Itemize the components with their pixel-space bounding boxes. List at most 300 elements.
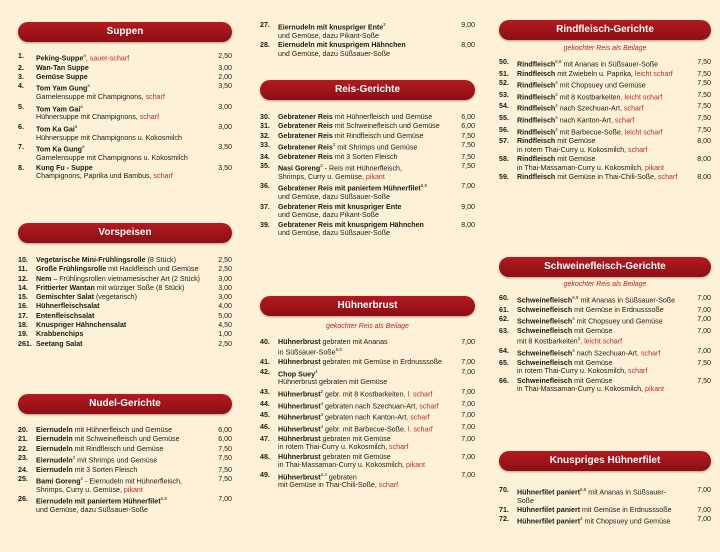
item-description: mit Gemüse <box>555 137 596 146</box>
item-description-text: und Gemüse, dazu Süßsauer-Soße <box>278 228 390 237</box>
item-description-text: in rotem Thai-Curry u. Kokosmilch, <box>517 145 629 154</box>
item-number: 71. <box>499 506 509 515</box>
item-name: Rindfleisch <box>517 81 556 90</box>
section-subtitle-rindfleisch: gekochter Reis als Beilage <box>563 45 647 52</box>
item-description: mit Schweinefleisch und Gemüse <box>72 435 180 444</box>
menu-item <box>499 58 711 69</box>
item-spice-note: scharf <box>153 172 173 181</box>
menu-column-middle <box>248 0 484 552</box>
item-number: 15. <box>18 293 28 302</box>
item-number: 36. <box>260 182 270 191</box>
item-price: 7,00 <box>461 434 475 443</box>
item-description-line2 <box>278 378 445 386</box>
item-price: 2,50 <box>218 339 232 348</box>
item-description-line2 <box>517 367 681 375</box>
menu-item <box>18 293 232 301</box>
item-description-line2 <box>278 193 445 201</box>
item-price: 6,00 <box>461 122 475 131</box>
item-number: 7. <box>18 143 24 152</box>
item-name: Hühnerfleischsalat <box>36 302 100 311</box>
menu-item <box>18 435 232 443</box>
item-number: 48. <box>260 452 270 461</box>
item-number: 1. <box>18 52 24 60</box>
item-number: 5. <box>18 102 24 111</box>
item-number: 30. <box>260 113 270 121</box>
item-price: 7,50 <box>697 358 711 367</box>
item-number: 53. <box>499 90 509 99</box>
item-price: 7,50 <box>697 78 711 87</box>
item-description: mit Zwiebeln u. Paprika, <box>555 69 635 78</box>
item-number: 34. <box>260 152 270 161</box>
item-description: nach Szechuan-Art <box>574 349 638 358</box>
item-price: 2,50 <box>218 256 232 264</box>
item-price: 7,50 <box>697 102 711 111</box>
item-footnote: 6,8 <box>580 487 587 492</box>
item-description-line2 <box>36 486 202 494</box>
menu-item <box>18 52 232 63</box>
item-description-line2 <box>278 173 445 181</box>
item-name: Eiernudeln <box>36 444 73 453</box>
item-number: 11. <box>18 265 28 274</box>
item-footnote: 4 <box>572 347 575 353</box>
item-number: 72. <box>499 515 509 524</box>
menu-item <box>18 466 232 474</box>
item-footnote: 6,8 <box>572 295 579 300</box>
item-spice-note: scharf <box>139 113 160 122</box>
item-description-line2 <box>278 229 445 237</box>
item-price: 4,50 <box>218 321 232 330</box>
item-description: mit Rindfleisch und Gemüse <box>72 444 164 453</box>
item-number: 66. <box>499 376 509 385</box>
item-footnote: 2 <box>577 336 581 342</box>
item-footnote: 4 <box>315 368 318 374</box>
menu-item <box>260 113 475 121</box>
item-list-suppen <box>18 52 232 182</box>
item-name: Hühnerbrust <box>278 338 321 346</box>
item-number: 25. <box>18 474 28 483</box>
item-description: mit Hühnerfleisch und Gemüse <box>72 426 173 434</box>
item-description-line2 <box>517 146 681 154</box>
item-number: 41. <box>260 358 270 367</box>
item-description: mit Chopsuey und Gemüse <box>574 317 663 326</box>
item-price: 3,00 <box>218 122 232 131</box>
item-price: 7,50 <box>218 474 232 483</box>
item-spice-note: pikant <box>645 385 664 394</box>
menu-item <box>499 315 711 326</box>
item-description: gebraten nach Kanton-Art <box>323 413 407 422</box>
item-price: 3,50 <box>218 82 232 91</box>
item-name: Rindfleisch <box>517 173 556 182</box>
item-price: 7,50 <box>461 131 475 140</box>
menu-item <box>499 114 711 125</box>
menu-item <box>499 91 711 102</box>
menu-item <box>260 358 475 366</box>
item-price: 7,00 <box>461 399 475 408</box>
item-name: Krabbenchips <box>36 330 84 339</box>
menu-item <box>18 143 232 162</box>
item-spice-note: , scharf <box>637 349 661 358</box>
item-name: Rindfleisch <box>517 155 556 164</box>
item-number: 62. <box>499 314 509 323</box>
menu-item <box>260 141 475 152</box>
item-spice-note: pikant <box>645 163 664 172</box>
item-footnote: 4 <box>555 126 558 132</box>
item-list-knusprig <box>499 486 711 527</box>
item-footnote: 2 <box>320 389 324 395</box>
item-number: 10. <box>18 256 28 264</box>
item-price: 7,00 <box>461 182 475 191</box>
item-price: 3,00 <box>218 283 232 292</box>
item-number: 57. <box>499 137 509 146</box>
item-name: Eiernudeln <box>36 456 73 465</box>
item-name: Eiernudeln mit knuspriger Ente <box>278 23 384 32</box>
item-price: 7,00 <box>461 470 475 479</box>
item-footnote: 2 <box>320 162 323 168</box>
item-number: 3. <box>18 72 24 81</box>
item-name: Hühnerbrust <box>278 390 321 399</box>
menu-item <box>260 182 475 201</box>
item-footnote: 6,8 <box>555 59 562 64</box>
item-description: mit Gemüse <box>572 376 613 385</box>
item-name: Hühnerbrust <box>278 425 321 434</box>
menu-item <box>18 454 232 465</box>
item-name: Rindfleisch <box>517 69 556 78</box>
item-name: Eiernudeln <box>36 465 73 474</box>
item-description: - Reis mit Hühnerfleisch, <box>322 164 402 173</box>
item-description-line2 <box>517 164 681 172</box>
menu-item <box>18 330 232 338</box>
item-description: mit Shrimps und Gemüse <box>335 143 418 152</box>
item-description: gebraten <box>326 473 357 481</box>
menu-item <box>499 347 711 358</box>
item-number: 46. <box>260 422 270 431</box>
item-description-line2 <box>36 113 202 121</box>
item-price: 3,00 <box>218 63 232 72</box>
item-footnote: 4 <box>320 412 324 418</box>
menu-item <box>499 327 711 346</box>
item-number: 49. <box>260 470 270 479</box>
item-description-line2 <box>278 32 445 40</box>
item-spice-note: pikant <box>123 485 143 494</box>
item-name: Hühnerbrust <box>278 452 321 461</box>
item-name: Große Frühlingsrolle <box>36 265 107 274</box>
item-number: 19. <box>18 330 28 339</box>
section-banner-knusprig: Knuspriges Hühnerfilet <box>499 451 711 471</box>
item-number: 42. <box>260 367 270 376</box>
menu-item <box>18 426 232 434</box>
item-description: mit Gemüse in Erdnusssoße <box>572 305 664 314</box>
item-name: Schweinefleisch <box>517 326 573 335</box>
menu-item <box>260 132 475 140</box>
item-description: mit Hühnerfleisch und Gemüse <box>332 113 433 121</box>
item-price: 7,00 <box>697 346 711 355</box>
item-description-text: Shrimps, Curry u. Gemüse, <box>278 172 366 181</box>
item-number: 50. <box>499 58 509 66</box>
item-number: 35. <box>260 161 270 170</box>
item-name: Rindfleisch <box>517 116 556 125</box>
item-price: 7,00 <box>461 388 475 397</box>
item-price: 3,00 <box>218 293 232 302</box>
item-price: 7,50 <box>218 453 232 462</box>
item-description: mit würziger Soße (8 Stück) <box>94 283 185 292</box>
item-footnote: a <box>87 83 90 89</box>
menu-item <box>260 411 475 422</box>
menu-item <box>18 82 232 101</box>
item-footnote: a <box>74 123 78 129</box>
item-name: Bami Goreng <box>36 477 81 486</box>
item-description: - Eiernudeln mit Hühnerfleisch, <box>83 477 183 486</box>
item-price: 3,50 <box>218 143 232 152</box>
menu-item <box>499 486 711 505</box>
menu-item <box>18 73 232 81</box>
item-name: Gebratener Reis mit knuspriger Ente <box>278 202 402 211</box>
menu-item <box>260 453 475 470</box>
item-price: 7,50 <box>697 113 711 122</box>
menu-item <box>18 475 232 494</box>
item-description-text: Shrimps, Curry u. Gemüse, <box>36 485 124 494</box>
item-footnote: a <box>80 103 83 109</box>
item-footnote: a <box>83 53 86 58</box>
item-name: Eiernudeln <box>36 426 73 434</box>
item-description: mit Shrimps und Gemüse <box>75 456 158 465</box>
menu-column-left <box>0 0 245 552</box>
item-description-text: Hühnersuppe mit Champignons u. Kokosmilch <box>36 133 182 142</box>
menu-item <box>260 423 475 434</box>
item-description: mit Chopsuey und Gemüse <box>582 517 671 526</box>
item-number: 23. <box>18 453 28 462</box>
menu-item <box>18 312 232 320</box>
item-name: Rindfleisch <box>517 92 556 101</box>
item-price: 7,00 <box>697 326 711 335</box>
item-description-text: mit Gemüse in Thai-Chili-Soße, <box>278 481 379 490</box>
item-description: gebraten mit Gemüse <box>320 434 391 443</box>
item-price: 7,00 <box>697 294 711 302</box>
item-name: Hühnerbrust <box>278 473 321 481</box>
item-footnote: 6,8 <box>160 496 167 502</box>
item-number: 61. <box>499 305 509 314</box>
item-name: Tom Ka Gung <box>36 145 82 154</box>
item-description: gebr. mit Barbecue-Soße <box>323 425 404 434</box>
item-number: 12. <box>18 274 28 283</box>
item-description: mit Gemüse in Erdnusssoße <box>580 506 672 515</box>
item-description-text: und Gemüse, dazu Süßsauer-Soße <box>36 505 148 514</box>
item-spice-note: , scharf <box>620 104 644 113</box>
item-price: 8,00 <box>697 137 711 146</box>
item-number: 60. <box>499 294 509 302</box>
section-subtitle-schwein: gekochter Reis als Beilage <box>563 281 647 288</box>
item-price: 7,50 <box>697 69 711 78</box>
item-spice-note: scharf <box>145 93 165 102</box>
item-name: Schweinefleisch <box>517 349 573 358</box>
item-number: 45. <box>260 411 270 420</box>
item-name: Chop Suey <box>278 370 316 379</box>
item-name: Knuspriger Hähnchensalat <box>36 321 127 330</box>
menu-item <box>18 445 232 453</box>
item-number: 21. <box>18 435 28 444</box>
item-number: 33. <box>260 140 270 149</box>
item-description: gebraten mit Gemüse in Erdnusssoße <box>320 358 443 367</box>
item-description-text: in Thai-Massaman-Curry u. Kokosmilch, <box>517 385 645 394</box>
item-name: Gebratener Reis <box>278 131 333 140</box>
item-list-rindfleisch <box>499 58 711 183</box>
item-name: Nasi Goreng <box>278 164 321 173</box>
item-number: 31. <box>260 122 270 131</box>
menu-item <box>499 70 711 78</box>
item-description: mit Barbecue-Soße <box>557 127 621 136</box>
menu-item <box>260 388 475 399</box>
menu-item <box>260 41 475 58</box>
item-price: 7,00 <box>697 515 711 524</box>
item-name: Tom Yam Gung <box>36 84 88 93</box>
item-price: 7,00 <box>697 314 711 323</box>
item-description-line2 <box>36 134 202 142</box>
menu-item <box>18 495 232 514</box>
item-description-line2 <box>517 385 681 393</box>
item-description: , <box>85 54 88 63</box>
menu-column-right <box>485 0 720 552</box>
item-description-line2 <box>36 506 202 514</box>
item-description: mit Ananas in Süßsauer-Soße <box>578 296 676 305</box>
item-price: 7,00 <box>461 452 475 461</box>
item-number: 40. <box>260 338 270 346</box>
item-price: 3,50 <box>218 163 232 172</box>
item-name: Schweinefleisch <box>517 317 573 326</box>
item-number: 47. <box>260 434 270 443</box>
section-banner-vorspeisen: Vorspeisen <box>18 223 232 243</box>
item-number: 4. <box>18 82 24 91</box>
item-price: 3,00 <box>218 102 232 111</box>
item-spice-note: leicht scharf <box>634 69 673 78</box>
item-description-text: Garnelensuppe mit Champignons, <box>36 93 146 102</box>
item-footnote: 2,4 <box>320 471 327 477</box>
item-number: 59. <box>499 173 509 182</box>
menu-item <box>499 137 711 154</box>
item-description-line2 <box>36 172 202 180</box>
item-description: nach Szechuan-Art <box>557 104 621 113</box>
item-footnote: 6,8 <box>420 183 427 189</box>
item-name: Kung Fu - Suppe <box>36 163 93 172</box>
menu-item <box>499 506 711 514</box>
item-number: 51. <box>499 69 509 78</box>
item-list-reis <box>260 113 475 239</box>
item-price: 7,50 <box>697 376 711 385</box>
section-subtitle-huehnerbrust: gekochter Reis als Beilage <box>326 323 409 330</box>
item-price: 8,00 <box>697 173 711 182</box>
item-name: Tom Ka Gai <box>36 125 75 134</box>
item-description-text: in Thai-Massaman-Curry u. Kokosmilch, <box>278 461 406 470</box>
menu-item <box>499 102 711 113</box>
menu-item <box>499 173 711 181</box>
item-number: 64. <box>499 346 509 355</box>
menu-item <box>499 294 711 305</box>
item-price: 7,50 <box>218 444 232 453</box>
item-number: 16. <box>18 302 28 311</box>
item-description: mit Ananas in Süßsauer-Soße <box>517 488 666 505</box>
item-list-nudel <box>18 426 232 516</box>
item-price: 7,50 <box>697 58 711 66</box>
menu-item <box>260 153 475 161</box>
item-description: mit 8 Kostbarkeiten <box>557 92 621 101</box>
item-spice-note: , l. scharf <box>403 390 433 399</box>
item-price: 2,50 <box>218 265 232 274</box>
item-footnote: 4 <box>555 114 558 120</box>
item-name: Frittierter Wantan <box>36 283 95 292</box>
item-name: Gebratener Reis <box>278 152 333 161</box>
menu-item <box>499 377 711 394</box>
item-description-text: in rotem Thai-Curry u. Kokosmilch, <box>278 443 390 452</box>
item-price: 6,00 <box>218 426 232 434</box>
menu-item <box>499 359 711 376</box>
item-footnote: 4 <box>320 423 324 429</box>
section-banner-rindfleisch: Rindfleisch-Gerichte <box>499 20 711 40</box>
item-number: 26. <box>18 495 28 504</box>
item-description: – Frühlingsrollen vietnamesischer Art (2 Stück) <box>51 274 201 283</box>
menu-item <box>260 400 475 411</box>
item-name: Schweinefleisch <box>517 376 573 385</box>
item-name: Schweinefleisch <box>517 358 573 367</box>
item-name: Hühnerbrust <box>278 434 321 443</box>
menu-item <box>499 79 711 90</box>
item-price: 7,50 <box>697 90 711 99</box>
item-price: 6,00 <box>461 113 475 121</box>
item-name: Schweinefleisch <box>517 296 573 305</box>
menu-item <box>260 471 475 490</box>
item-name: Hühnerbrust <box>278 402 321 411</box>
item-price: 7,00 <box>697 305 711 314</box>
item-description: mit Gemüse <box>572 358 613 367</box>
item-description: mit 3 Sorten Fleisch <box>72 465 138 474</box>
item-description-text: Garnelensuppe mit Champignons u. Kokosmilch <box>36 154 188 163</box>
item-name: Gemüse Suppe <box>36 72 88 81</box>
item-name: Tom Yam Gai <box>36 104 81 113</box>
menu-item <box>18 321 232 329</box>
item-description: gebraten mit Gemüse <box>320 452 391 461</box>
item-name: Gebratener Reis <box>278 122 333 131</box>
item-name: Rindfleisch <box>517 127 556 136</box>
item-description-line2 <box>278 346 445 357</box>
item-price: 7,00 <box>218 495 232 504</box>
item-spice-note: scharf <box>628 145 648 154</box>
item-spice-note: pikant <box>365 172 385 181</box>
section-banner-schwein: Schweinefleisch-Gerichte <box>499 257 711 277</box>
menu-item <box>260 21 475 40</box>
item-spice-note: pikant <box>406 461 425 470</box>
item-footnote: 4 <box>555 103 558 109</box>
item-spice-note: , scharf <box>415 402 439 411</box>
menu-item <box>18 103 232 122</box>
item-description-text: in Thai-Massaman-Curry u. Kokosmilch, <box>517 163 645 172</box>
item-price: 7,50 <box>461 140 475 149</box>
item-name: Vegetarische Mini-Frühlingsrolle <box>36 256 146 264</box>
item-name: Hühnerfilet paniert <box>517 506 581 515</box>
item-footnote: 2 <box>383 22 386 27</box>
item-name: Schweinefleisch <box>517 305 573 314</box>
menu-item <box>499 515 711 526</box>
item-number: 70. <box>499 486 509 494</box>
item-footnote: 2 <box>80 475 84 481</box>
menu-item <box>18 265 232 273</box>
item-spice-note: scharf <box>658 173 678 182</box>
item-number: 43. <box>260 388 270 397</box>
item-description: mit Gemüse in Thai-Chili-Soße, <box>555 173 658 182</box>
item-price: 2,00 <box>218 72 232 81</box>
item-description-line2 <box>278 461 445 469</box>
item-number: 24. <box>18 465 28 474</box>
menu-item <box>18 164 232 181</box>
item-price: 7,00 <box>461 338 475 346</box>
item-name: Gebratener Reis <box>278 143 333 152</box>
item-number: 17. <box>18 311 28 320</box>
